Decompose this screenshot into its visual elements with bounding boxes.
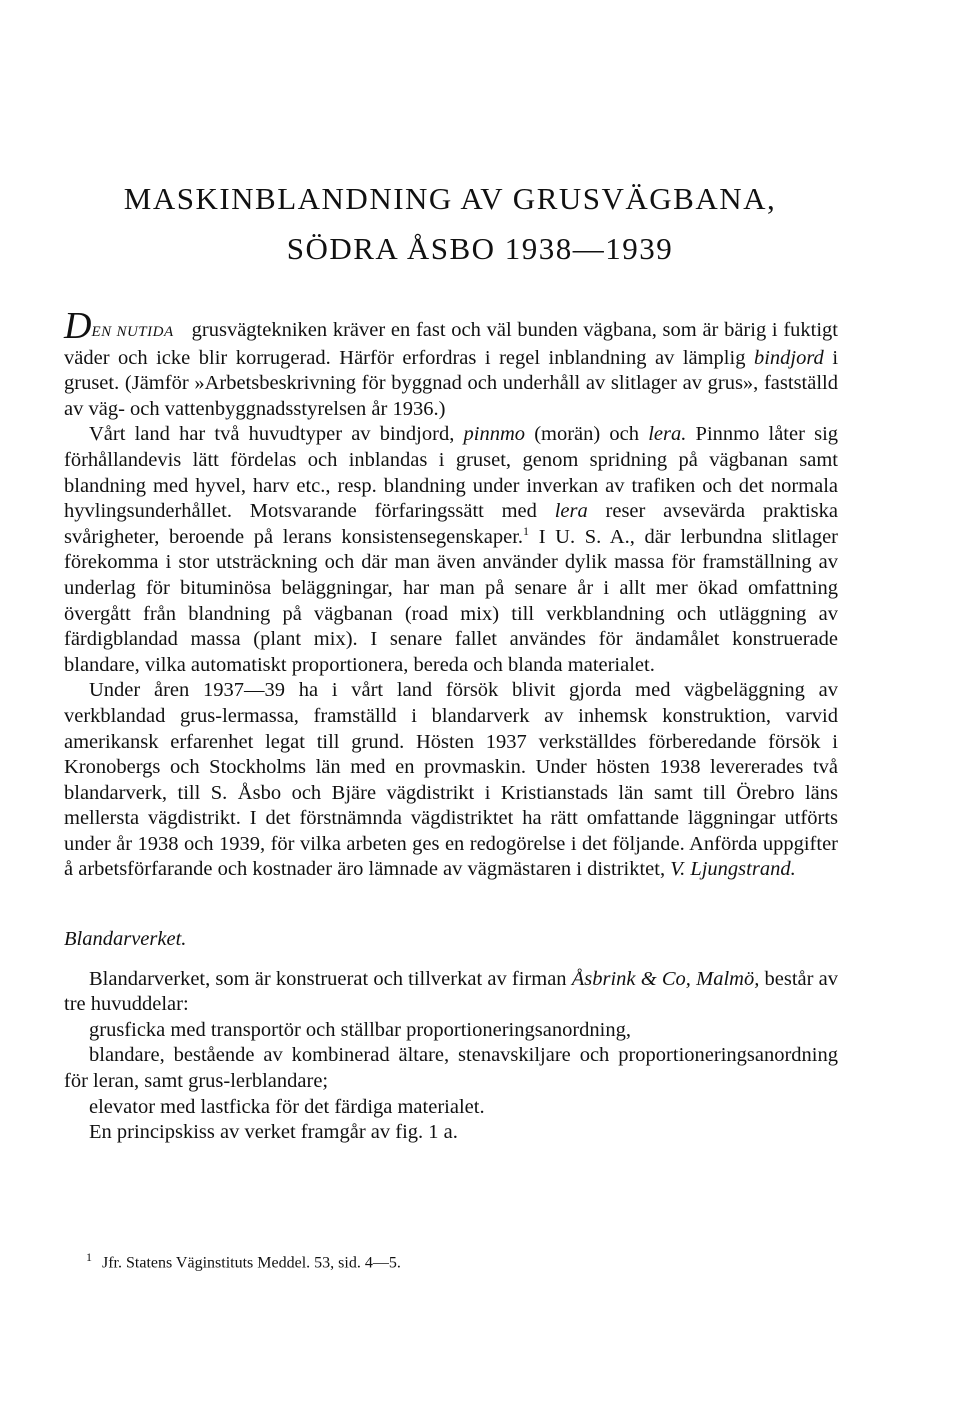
para4-b: består av tre huvuddelar: <box>64 967 839 1016</box>
intro-text: grusvägtekniken kräver en fast och väl bunden vägbana, som är bärig i fuktigt väder och icke blir korrugerad. Härför erfordras i regel inblandning av lämplig <box>64 319 838 369</box>
para3-text: Under åren 1937—39 ha i vårt land försök blivit gjorda med vägbeläggning av verkblandad grus-lermassa, framställd i blandarverk av inhemsk konstruktion, varvid amerikansk erfarenhet legat till grund. Hösten 1937 verkställdes förberedande försök i Kronobergs och Stockholms län med en provmaskin. Under hösten 1938 levererades två blandarverk, till S. Åsbo och Bjäre vägdistrikt i Kristianstads län samt till Örebro läns mellersta vägdistrikt. I det förstnämnda vägdistriktet ha rätt omfattande läggningar utförts under år 1938 och 1939, för vilka arbeten ges en redogörelse i det följande. Anförda uppgifter å arbetsförfarande och kostnader äro lämnade av vägmästaren i distriktet, <box>64 679 838 881</box>
list-item: blandare, bestående av kombinerad ältare, stenavskiljare och proportioneringsanordning för leran, samt grus-lerblandare; <box>64 1044 838 1093</box>
intro-paragraph <box>64 305 839 422</box>
list-item: En principskiss av verket framgår av fig. 1 a. <box>89 1121 458 1144</box>
term-pinnmo: pinnmo <box>463 423 526 446</box>
paragraph-2 <box>64 422 838 678</box>
intro-text-2: i gruset. (Jämför »Arbetsbeskrivning för byggnad och underhåll av slitlager av grus», fastställd av väg- och vattenbyggnadsstyrelsen år 1936.) <box>64 346 839 420</box>
footnote-ref[interactable]: 1 <box>523 523 530 538</box>
section-heading: Blandarverket. <box>64 928 187 951</box>
body-text <box>64 305 839 1146</box>
para2-d: reser avsevärda praktiska svårigheter, beroende på lerans konsistensegenskaper. <box>64 500 838 548</box>
drop-cap: D <box>64 305 92 347</box>
component-list <box>64 1018 838 1146</box>
page-title-line-1: MASKINBLANDNING AV GRUSVÄGBANA, <box>123 181 777 216</box>
list-item: elevator med lastficka för det färdiga materialet. <box>89 1095 485 1118</box>
term-lera-2: lera <box>554 500 588 523</box>
footnote <box>64 1247 838 1273</box>
term-lera: lera. <box>648 423 687 446</box>
footnote-mark: 1 <box>86 1250 92 1264</box>
para2-e: I U. S. A., där lerbundna slitlager förekomma i stor utsträckning och där man även använder dylik massa för framställning av underlag för bituminösa beläggningar, har man på senare år i allt mer ökad omfattning övergått från blandning på vägbanan (road mix) till verkblandning och utläggning av färdigblandad massa (plant mix). I senare fallet användes för ändamålet konstruerade blandare, vilka automatiskt proportionera, bereda och blanda materialet. <box>64 525 838 676</box>
intro-lead: EN NUTIDA <box>91 324 174 340</box>
para4-a: Blandarverket, som är konstruerat och tillverkat av firman <box>89 967 567 990</box>
page-title-line-2: SÖDRA ÅSBO 1938—1939 <box>286 231 674 266</box>
paragraph-3 <box>64 678 838 883</box>
para2-b: (morän) och <box>534 423 640 446</box>
list-item: grusficka med transportör och ställbar proportioneringsanordning, <box>89 1018 631 1041</box>
author-name: V. Ljungstrand. <box>670 858 796 881</box>
firm-name: Åsbrink & Co, Malmö, <box>571 967 760 990</box>
term-bindjord: bindjord <box>753 346 824 369</box>
paragraph-4 <box>64 967 838 1018</box>
footnote-text: Jfr. Statens Väginstituts Meddel. 53, sid. 4—5. <box>102 1254 401 1272</box>
para2-c: Pinnmo låter sig förhållandevis lätt fördelas och inblandas i gruset, genom spridning på vägbanan samt blandning med hyvel, harv etc., resp. blandning under inverkan av trafiken och det normala hyvlingsunderhållet. Motsvarande förfaringssätt med <box>64 423 839 523</box>
para2-a: Vårt land har två huvudtyper av bindjord, <box>89 423 455 446</box>
